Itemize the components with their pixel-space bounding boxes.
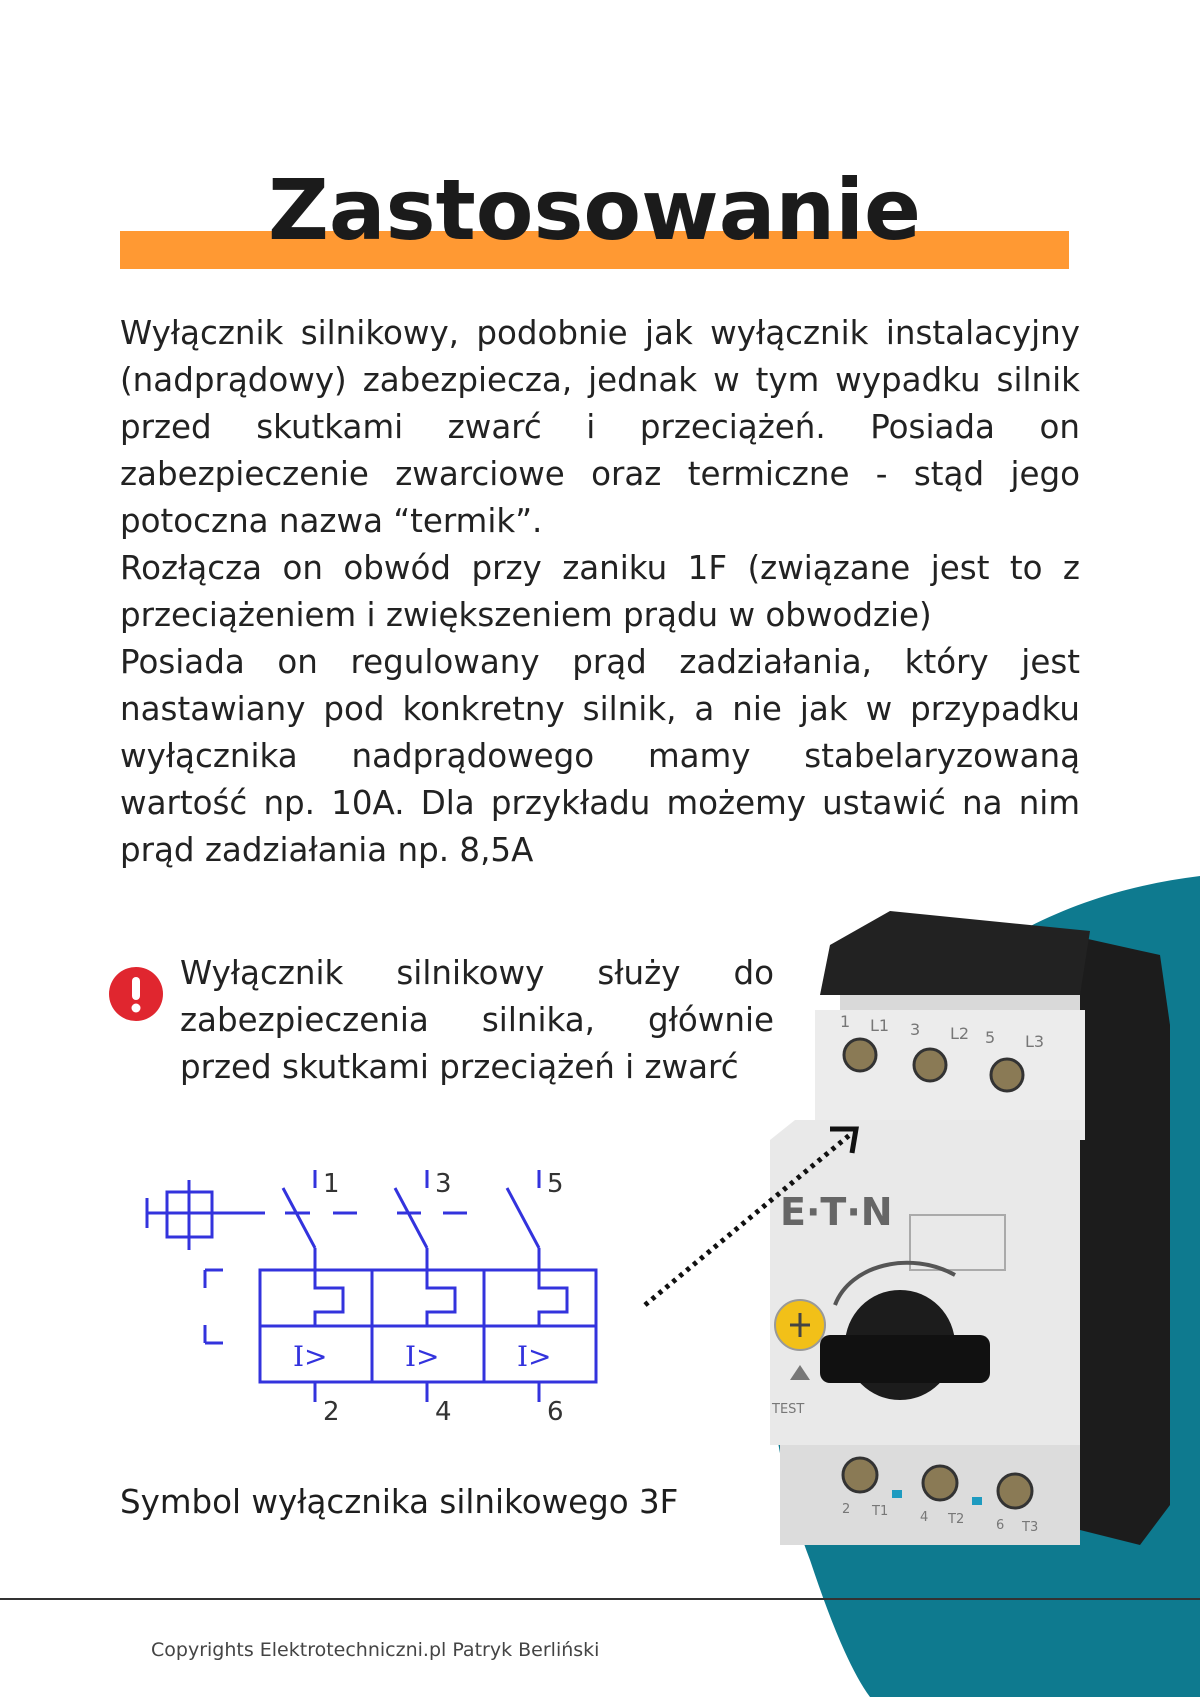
terminal-label-6: 6 (547, 1397, 564, 1427)
relay-label-3: I> (517, 1340, 552, 1373)
note-text: Wyłącznik silnikowy służy do zabezpieczenia silnika, głównie przed skutkami przeciążeń i zwarć (180, 954, 774, 1086)
device-label-L1: L1 (870, 1016, 890, 1035)
terminal-label-5: 5 (547, 1170, 564, 1199)
device-bottom-label-6: 6 (996, 1518, 1005, 1533)
relay-label-1: I> (293, 1340, 328, 1373)
device-label-L2: L2 (950, 1024, 970, 1043)
dotted-arrow-icon (630, 1115, 870, 1315)
terminal-label-4: 4 (435, 1397, 452, 1427)
paragraph-2: Rozłącza on obwód przy zaniku 1F (związane jest to z przeciążeniem i zwiększeniem prądu w obwodzie) (120, 549, 1080, 634)
motor-switch-symbol (135, 1170, 615, 1440)
footer-copyright: Copyrights Elektrotechniczni.pl Patryk Berliński (151, 1639, 600, 1661)
body-text (120, 310, 1080, 874)
terminal-label-3: 3 (435, 1170, 452, 1199)
terminal-label-1: 1 (323, 1170, 340, 1199)
device-test-label: TEST (772, 1402, 805, 1417)
title-section (120, 160, 1069, 270)
paragraph-1: Wyłącznik silnikowy, podobnie jak wyłącznik instalacyjny (nadprądowy) zabezpiecza, jednak w tym wypadku silnik przed skutkami zwarć i przeciążeń. Posiada on zabezpieczenie zwarciowe oraz termiczne - stąd jego potoczna nazwa “termik”. (120, 314, 1080, 540)
device-bottom-label-T3: T3 (1022, 1520, 1039, 1535)
device-label-1: 1 (840, 1012, 851, 1031)
footer-divider (0, 1598, 1200, 1600)
paragraph-3: Posiada on regulowany prąd zadziałania, który jest nastawiany pod konkretny silnik, a nie jak w przypadku wyłącznika nadprądowego mamy stabelaryzowaną wartość np. 10A. Dla przykładu możemy ustawić na nim prąd zadziałania np. 8,5A (120, 643, 1080, 869)
device-label-5: 5 (985, 1028, 996, 1047)
device-bottom-label-T1: T1 (872, 1504, 889, 1519)
exclamation-icon (108, 966, 164, 1022)
device-bottom-label-T2: T2 (948, 1512, 965, 1527)
terminal-label-2: 2 (323, 1397, 340, 1427)
symbol-caption: Symbol wyłącznika silnikowego 3F (120, 1483, 679, 1521)
page-title: Zastosowanie (267, 161, 921, 259)
device-bottom-label-2: 2 (842, 1502, 851, 1517)
relay-label-2: I> (405, 1340, 440, 1373)
device-label-L3: L3 (1025, 1032, 1045, 1051)
device-brand: E·T·N (780, 1190, 893, 1234)
device-label-3: 3 (910, 1020, 921, 1039)
device-bottom-label-4: 4 (920, 1510, 929, 1525)
